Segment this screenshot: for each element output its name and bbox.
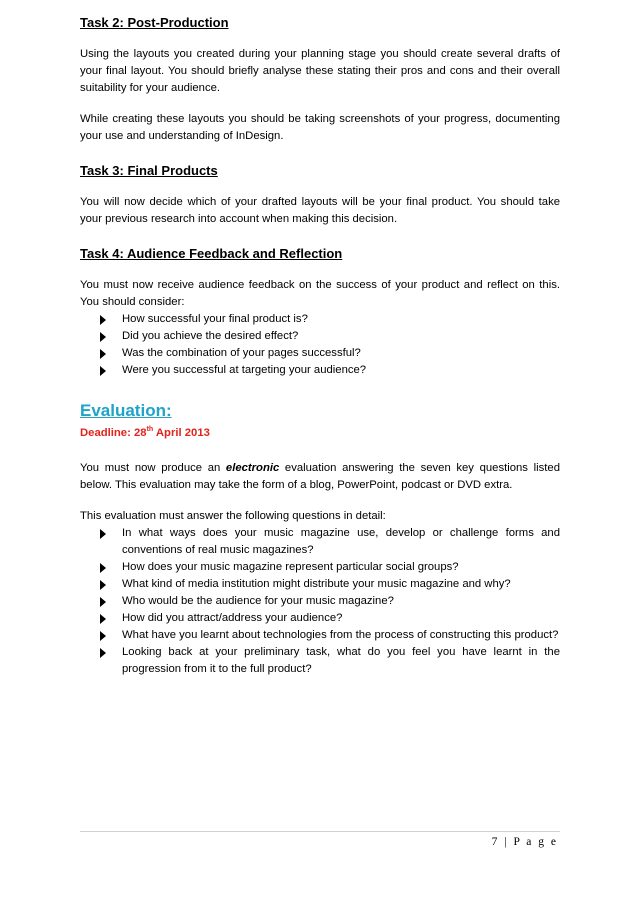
bullet-arrow-icon <box>100 648 106 658</box>
evaluation-question-list <box>80 525 560 678</box>
task3-heading: Task 3: Final Products <box>80 163 218 178</box>
list-item <box>100 559 560 576</box>
list-item-text: What kind of media institution might distribute your music magazine and why? <box>122 577 511 590</box>
evaluation-paragraph-2: This evaluation must answer the following questions in detail: <box>80 509 386 522</box>
evaluation-heading: Evaluation: <box>80 401 172 420</box>
task4-bullet-list <box>80 311 560 379</box>
para-text-b: evaluation answering the seven key questions listed below. This evaluation may take the form of a blog, PowerPoint, podcast or DVD extra. <box>80 461 560 491</box>
task4-paragraph-1: You must now receive audience feedback on the success of your product and reflect on this. You should consider: <box>80 279 560 308</box>
list-item-text: How does your music magazine represent particular social groups? <box>122 560 459 573</box>
bullet-arrow-icon <box>100 349 106 359</box>
list-item <box>100 345 560 362</box>
bullet-arrow-icon <box>100 332 106 342</box>
task4-heading: Task 4: Audience Feedback and Reflection <box>80 246 343 261</box>
page-content <box>80 14 560 678</box>
list-item-text: How successful your final product is? <box>122 313 308 325</box>
footer-divider <box>80 831 560 832</box>
deadline-superscript: th <box>146 426 154 433</box>
task2-heading: Task 2: Post-Production <box>80 15 229 30</box>
bullet-arrow-icon <box>100 597 106 607</box>
list-item-text: Looking back at your preliminary task, what do you feel you have learnt in the progression from it to the full product? <box>122 645 560 675</box>
list-item-text: In what ways does your music magazine use, develop or challenge forms and conventions of real music magazines? <box>122 526 560 556</box>
para-text-a: You must now produce an <box>80 461 226 474</box>
emphasis-electronic: electronic <box>225 461 280 474</box>
list-item <box>100 644 560 678</box>
list-item <box>100 627 560 644</box>
list-item <box>100 576 560 593</box>
bullet-arrow-icon <box>100 315 106 325</box>
list-item <box>100 610 560 627</box>
list-item <box>100 525 560 559</box>
list-item-text: Did you achieve the desired effect? <box>122 330 299 342</box>
bullet-arrow-icon <box>100 366 106 376</box>
list-item <box>100 593 560 610</box>
list-item-text: Who would be the audience for your music magazine? <box>122 594 394 607</box>
evaluation-paragraph-1 <box>80 460 560 494</box>
bullet-arrow-icon <box>100 529 106 539</box>
list-item-text: How did you attract/address your audience? <box>122 611 343 624</box>
list-item-text: What have you learnt about technologies from the process of constructing this product? <box>122 628 559 641</box>
bullet-arrow-icon <box>100 631 106 641</box>
task2-paragraph-2: While creating these layouts you should be taking screenshots of your progress, documenting your use and understanding of InDesign. <box>80 113 560 142</box>
deadline-suffix: April 2013 <box>153 426 210 439</box>
bullet-arrow-icon <box>100 614 106 624</box>
task3-paragraph-1: You will now decide which of your drafted layouts will be your final product. You should take your previous research into account when making this decision. <box>80 196 560 225</box>
evaluation-deadline <box>80 421 560 442</box>
page-number-footer: 7 | P a g e <box>491 836 558 848</box>
bullet-arrow-icon <box>100 580 106 590</box>
list-item <box>100 362 560 379</box>
list-item <box>100 328 560 345</box>
list-item <box>100 311 560 328</box>
task2-paragraph-1: Using the layouts you created during your planning stage you should create several drafts of your final layout. You should briefly analyse these stating their pros and cons and their overall suitability for your audience. <box>80 48 560 94</box>
bullet-arrow-icon <box>100 563 106 573</box>
list-item-text: Was the combination of your pages successful? <box>122 347 361 359</box>
list-item-text: Were you successful at targeting your audience? <box>122 364 367 376</box>
deadline-prefix: Deadline: 28 <box>80 426 147 439</box>
